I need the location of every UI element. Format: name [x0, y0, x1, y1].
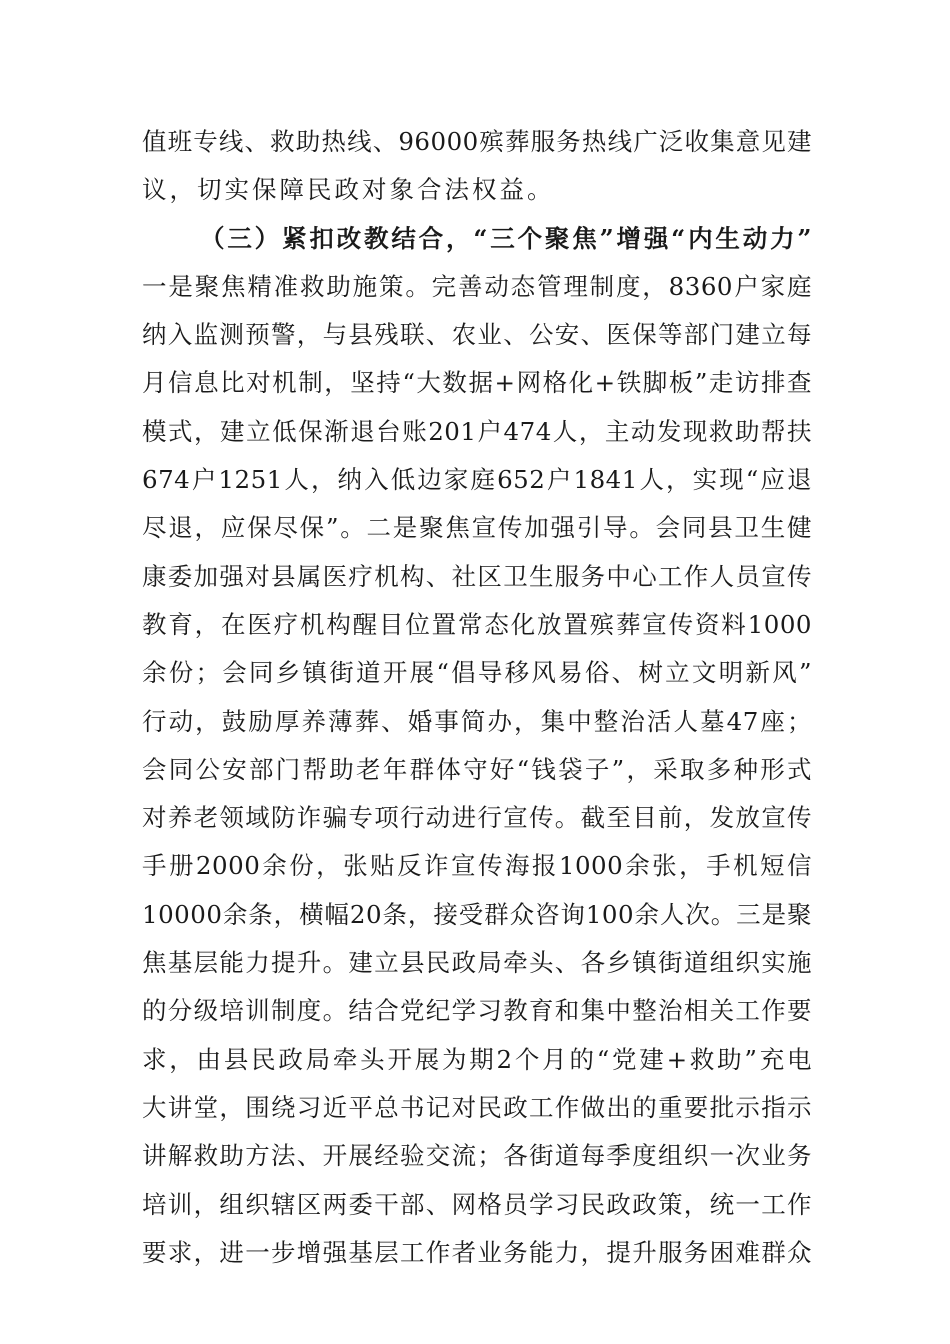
text-line: 手册2000余份，张贴反诈宣传海报1000余张，手机短信: [142, 851, 812, 881]
text-line: 会同公安部门帮助老年群体守好“钱袋子”，采取多种形式: [142, 754, 812, 784]
text-line: 大讲堂，围绕习近平总书记对民政工作做出的重要批示指示: [142, 1092, 812, 1122]
text-line: 的分级培训制度。结合党纪学习教育和集中整治相关工作要: [142, 996, 812, 1026]
body-text: [142, 118, 812, 1277]
text-line: 要求，进一步增强基层工作者业务能力，提升服务困难群众: [142, 1237, 812, 1267]
text-line: 值班专线、救助热线、96000殡葬服务热线广泛收集意见建: [142, 127, 812, 156]
text-line: 10000余条，横幅20条，接受群众咨询100余人次。三是聚: [142, 899, 812, 929]
text-line: 674户1251人，纳入低边家庭652户1841人，实现“应退: [142, 465, 812, 495]
text-line: 尽退，应保尽保”。二是聚焦宣传加强引导。会同县卫生健: [142, 513, 812, 543]
text-line: 讲解救助方法、开展经验交流；各街道每季度组织一次业务: [142, 1141, 812, 1171]
text-line: 康委加强对县属医疗机构、社区卫生服务中心工作人员宣传: [142, 561, 812, 591]
text-line: 纳入监测预警，与县残联、农业、公安、医保等部门建立每: [142, 320, 812, 350]
text-line: 培训，组织辖区两委干部、网格员学习民政政策，统一工作: [142, 1189, 812, 1219]
text-line: 行动，鼓励厚养薄葬、婚事简办，集中整治活人墓47座；: [142, 706, 812, 736]
text-line: 对养老领域防诈骗专项行动进行宣传。截至目前，发放宣传: [142, 803, 812, 833]
text-line: 求，由县民政局牵头开展为期2个月的“党建+救助”充电: [142, 1044, 812, 1074]
section-heading: （三）紧扣改教结合，“三个聚焦”增强“内生动力”: [200, 223, 812, 253]
text-line: 焦基层能力提升。建立县民政局牵头、各乡镇街道组织实施: [142, 948, 812, 978]
text-line: 教育，在医疗机构醒目位置常态化放置殡葬宣传资料1000: [142, 609, 812, 639]
text-line: 议，切实保障民政对象合法权益。: [142, 175, 555, 205]
text-line: 模式，建立低保渐退台账201户474人，主动发现救助帮扶: [142, 416, 812, 446]
text-line: 余份；会同乡镇街道开展“倡导移风易俗、树立文明新风”: [142, 658, 812, 688]
text-line: 一是聚焦精准救助施策。完善动态管理制度，8360户家庭: [142, 271, 812, 301]
text-line: 月信息比对机制，坚持“大数据+网格化+铁脚板”走访排查: [142, 368, 812, 398]
